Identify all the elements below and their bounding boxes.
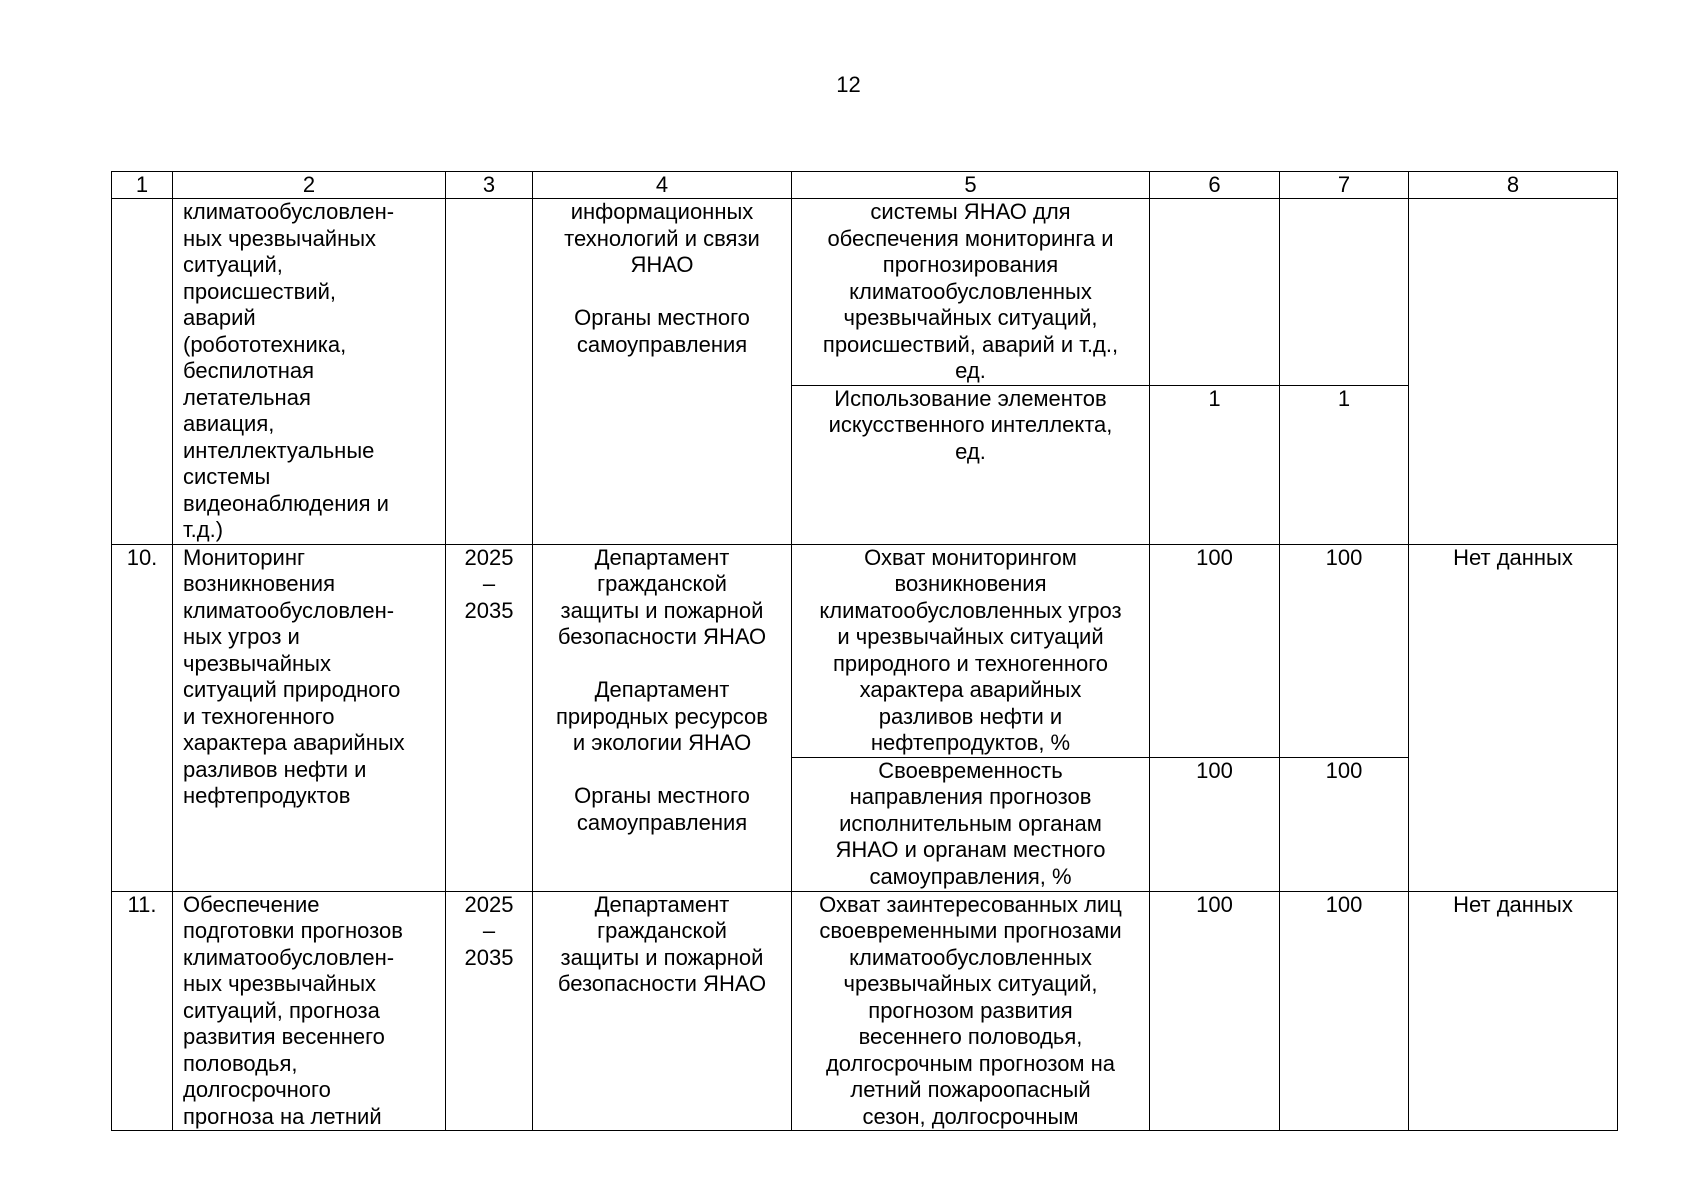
executor-text: Департамент природных ресурсов и экологии ЯНАО xyxy=(556,677,768,755)
indicator-text: Охват заинтересованных лиц своевременными прогнозами климатообусловленных чрезвычайных ситуаций, прогнозом развития весеннего половодья, долгосрочным прогнозом на летний пожароопасный сезон, долгосрочным xyxy=(819,891,1122,1129)
note-cell xyxy=(1409,199,1618,545)
row-number: 10. xyxy=(112,544,173,891)
executors-cell xyxy=(533,891,792,1131)
value-2024-cell: 100 xyxy=(1150,544,1280,757)
note-cell: Нет данных xyxy=(1409,544,1618,891)
activity-text: Мониторинг возникновения климатообусловлен- ных угроз и чрезвычайных ситуаций природного и техногенного характера аварийных разливов нефти и нефтепродуктов xyxy=(183,544,405,808)
value-2024-cell: 1 xyxy=(1150,385,1280,544)
table-row xyxy=(112,544,1618,757)
executors-cell xyxy=(533,544,792,891)
indicator-text: Использование элементов искусственного интеллекта, ед. xyxy=(828,385,1113,464)
value-2024-cell: 100 xyxy=(1150,757,1280,891)
table-row xyxy=(112,891,1618,1131)
indicator-text: Охват мониторингом возникновения климатообусловленных угроз и чрезвычайных ситуаций природного и техногенного характера аварийных разливов нефти и нефтепродуктов, % xyxy=(819,544,1122,755)
value-2024-cell: 100 xyxy=(1150,891,1280,1131)
indicator-cell xyxy=(792,544,1150,757)
header-col-6: 6 xyxy=(1150,172,1280,199)
period-cell xyxy=(446,199,533,545)
value-target-cell: 100 xyxy=(1280,544,1409,757)
indicator-cell xyxy=(792,757,1150,891)
indicator-cell xyxy=(792,891,1150,1131)
value-2024-cell xyxy=(1150,199,1280,386)
header-col-8: 8 xyxy=(1409,172,1618,199)
executors-cell xyxy=(533,199,792,545)
period-text: 2025 – 2035 xyxy=(464,891,514,970)
executor-text: Органы местного самоуправления xyxy=(574,305,750,357)
activity-text: климатообусловлен- ных чрезвычайных ситуаций, происшествий, аварий (робототехника, беспилотная летательная авиация, интеллектуальные системы видеонаблюдения и т.д.) xyxy=(183,199,395,542)
period-text: 2025 – 2035 xyxy=(464,544,514,623)
header-col-4: 4 xyxy=(533,172,792,199)
executor-text: информационных технологий и связи ЯНАО xyxy=(564,199,760,277)
header-col-2: 2 xyxy=(173,172,446,199)
executor-text: Департамент гражданской защиты и пожарной безопасности ЯНАО xyxy=(557,544,767,649)
value-target-cell xyxy=(1280,199,1409,386)
executor-text: Департамент гражданской защиты и пожарной безопасности ЯНАО xyxy=(557,891,767,996)
page-number: 12 xyxy=(836,72,861,97)
row-number xyxy=(112,199,173,545)
activity-cell xyxy=(173,199,446,545)
header-col-7: 7 xyxy=(1280,172,1409,199)
indicator-cell xyxy=(792,199,1150,386)
measures-table xyxy=(111,171,1618,1131)
activity-text: Обеспечение подготовки прогнозов климатообусловлен- ных чрезвычайных ситуаций, прогноза развития весеннего половодья, долгосрочного прогноза на летний xyxy=(183,891,403,1129)
note-cell: Нет данных xyxy=(1409,891,1618,1131)
indicator-text: Своевременность направления прогнозов исполнительным органам ЯНАО и органам местного самоуправления, % xyxy=(835,757,1106,889)
indicator-cell xyxy=(792,385,1150,544)
table-row xyxy=(112,199,1618,386)
header-col-1: 1 xyxy=(112,172,173,199)
header-col-3: 3 xyxy=(446,172,533,199)
header-col-5: 5 xyxy=(792,172,1150,199)
value-target-cell: 100 xyxy=(1280,891,1409,1131)
period-cell xyxy=(446,891,533,1131)
executor-text: Органы местного самоуправления xyxy=(574,783,750,835)
period-cell xyxy=(446,544,533,891)
value-target-cell: 100 xyxy=(1280,757,1409,891)
value-target-cell: 1 xyxy=(1280,385,1409,544)
indicator-text: системы ЯНАО для обеспечения мониторинга и прогнозирования климатообусловленных чрезвычайных ситуаций, происшествий, аварий и т.д., ед. xyxy=(822,199,1119,383)
activity-cell xyxy=(173,891,446,1131)
row-number: 11. xyxy=(112,891,173,1131)
activity-cell xyxy=(173,544,446,891)
header-row xyxy=(112,172,1618,199)
